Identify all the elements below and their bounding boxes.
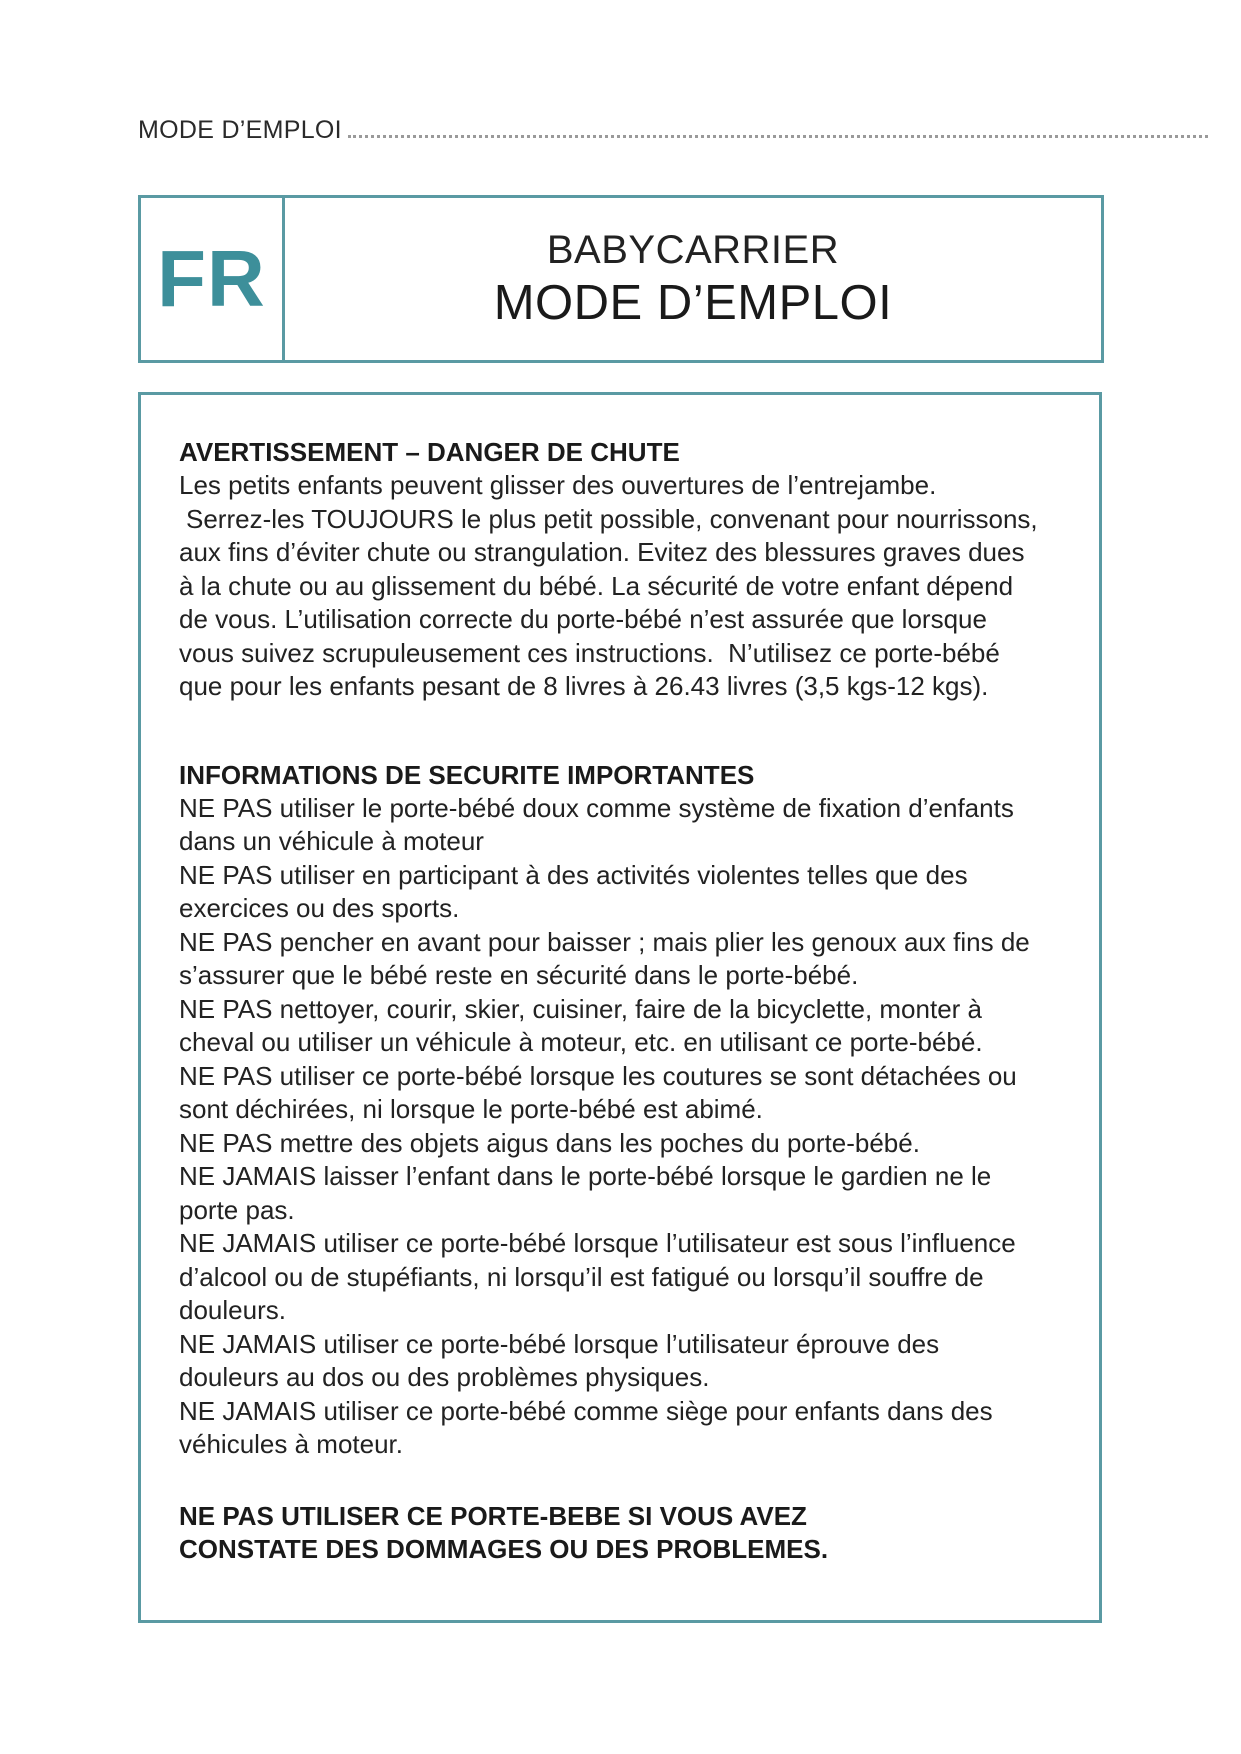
title-box: [138, 195, 1104, 363]
warning-line: vous suivez scrupuleusement ces instructions. N’utilisez ce porte-bébé: [179, 637, 1000, 668]
title-cell: [285, 198, 1101, 360]
safety-line: NE PAS pencher en avant pour baisser ; mais plier les genoux aux fins de: [179, 926, 1030, 957]
safety-line: douleurs au dos ou des problèmes physiques.: [179, 1362, 710, 1392]
spacer: [179, 704, 1069, 758]
spacer: [179, 1462, 1069, 1500]
safety-line: douleurs.: [179, 1295, 286, 1325]
closing-line: NE PAS UTILISER CE PORTE-BEBE SI VOUS AVEZ: [179, 1500, 807, 1531]
safety-line: cheval ou utiliser un véhicule à moteur, etc. en utilisant ce porte-bébé.: [179, 1027, 983, 1057]
safety-list: [179, 792, 1069, 1462]
warning-heading: AVERTISSEMENT – DANGER DE CHUTE: [179, 437, 680, 467]
warning-paragraph: [179, 469, 1069, 704]
language-code: FR: [157, 234, 266, 323]
safety-line: NE PAS utiliser en participant à des activités violentes telles que des: [179, 859, 968, 890]
running-header-title: MODE D’EMPLOI: [138, 116, 342, 144]
dotted-leader: [348, 135, 1208, 138]
safety-line: s’assurer que le bébé reste en sécurité dans le porte-bébé.: [179, 960, 859, 990]
warning-line: à la chute ou au glissement du bébé. La sécurité de votre enfant dépend: [179, 570, 1014, 601]
safety-line: NE PAS utiliser le porte-bébé doux comme système de fixation d’enfants: [179, 792, 1014, 823]
safety-line: porte pas.: [179, 1194, 295, 1225]
closing-warning: [179, 1500, 1069, 1567]
safety-line: NE JAMAIS utiliser ce porte-bébé comme siège pour enfants dans des: [179, 1395, 993, 1426]
safety-line: NE PAS nettoyer, courir, skier, cuisiner, faire de la bicyclette, monter à: [179, 993, 982, 1024]
safety-line: NE JAMAIS utiliser ce porte-bébé lorsque l’utilisateur est sous l’influence: [179, 1228, 1016, 1258]
warning-line: que pour les enfants pesant de 8 livres à 26.43 livres (3,5 kgs-12 kgs).: [179, 671, 989, 701]
running-header: [138, 116, 1208, 145]
closing-line: CONSTATE DES DOMMAGES OU DES PROBLEMES.: [179, 1534, 829, 1564]
warning-line: aux fins d’éviter chute ou strangulation. Evitez des blessures graves dues: [179, 537, 1025, 567]
safety-line: NE PAS utiliser ce porte-bébé lorsque les coutures se sont détachées ou: [179, 1060, 1017, 1091]
content-box: [138, 392, 1102, 1623]
warning-line: de vous. L’utilisation correcte du porte-bébé n’est assurée que lorsque: [179, 604, 987, 634]
safety-line: dans un véhicule à moteur: [179, 826, 484, 856]
language-cell: [141, 198, 285, 360]
warning-line: Serrez-les TOUJOURS le plus petit possible, convenant pour nourrissons,: [186, 503, 1038, 534]
safety-line: NE JAMAIS utiliser ce porte-bébé lorsque l’utilisateur éprouve des: [179, 1328, 940, 1359]
safety-line: NE PAS mettre des objets aigus dans les poches du porte-bébé.: [179, 1127, 920, 1158]
safety-line: véhicules à moteur.: [179, 1429, 404, 1459]
document-title: MODE D’EMPLOI: [493, 275, 893, 330]
safety-line: sont déchirées, ni lorsque le porte-bébé est abimé.: [179, 1094, 763, 1124]
product-name: BABYCARRIER: [546, 227, 840, 272]
safety-line: d’alcool ou de stupéfiants, ni lorsqu’il est fatigué ou lorsqu’il souffre de: [179, 1261, 984, 1292]
warning-line: Les petits enfants peuvent glisser des ouvertures de l’entrejambe.: [179, 470, 937, 500]
safety-heading: INFORMATIONS DE SECURITE IMPORTANTES: [179, 759, 755, 790]
safety-line: exercices ou des sports.: [179, 893, 460, 923]
safety-line: NE JAMAIS laisser l’enfant dans le porte-bébé lorsque le gardien ne le: [179, 1161, 992, 1191]
